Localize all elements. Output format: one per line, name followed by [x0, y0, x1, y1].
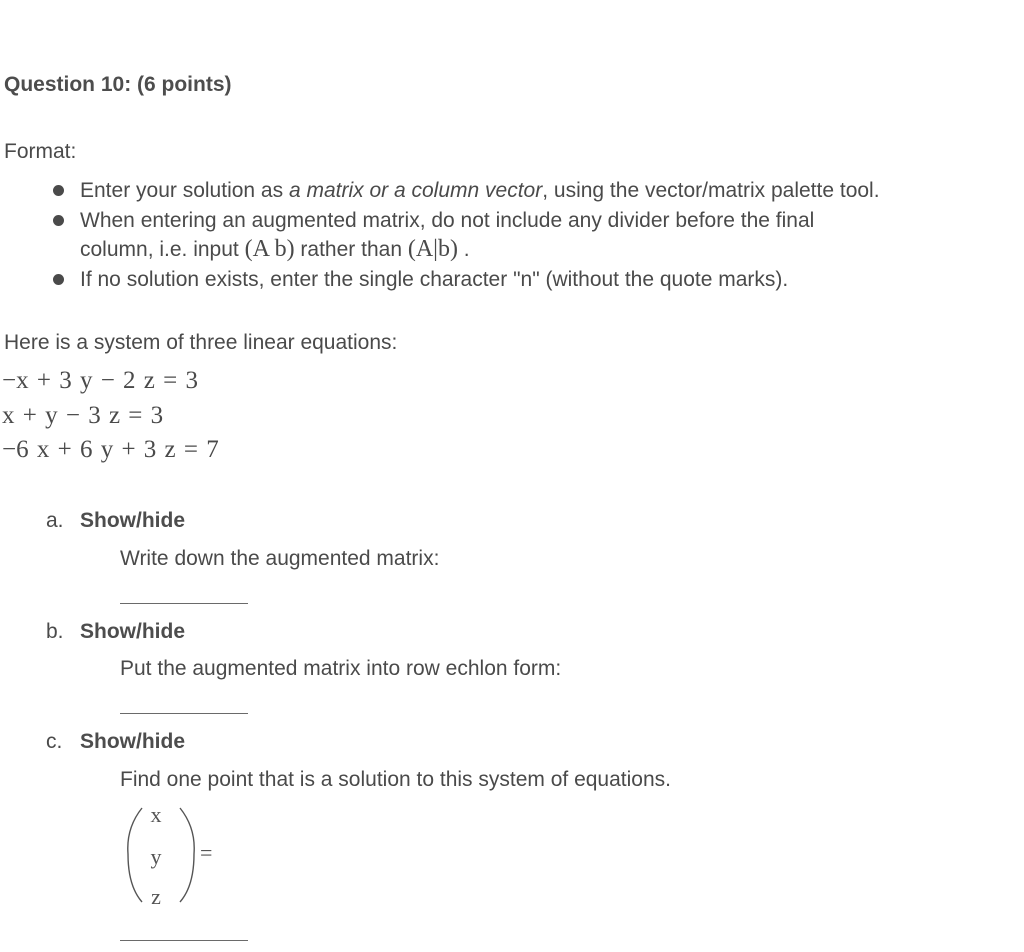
bullet-dot-icon	[53, 215, 64, 226]
vector-component-x: x	[150, 802, 162, 827]
part-a-answer-input[interactable]	[120, 603, 248, 604]
part-b-show-hide-link[interactable]: Show/hide	[80, 620, 185, 643]
part-c-instruction: Find one point that is a solution to this system of equations.	[120, 768, 671, 791]
part-a-show-hide-link[interactable]: Show/hide	[80, 509, 185, 532]
part-letter: b.	[46, 620, 64, 643]
format-bullet-2: When entering an augmented matrix, do not include any divider before the final column, i.e. input (A b) rather than (A|b) .	[48, 206, 888, 264]
bullet-dot-icon	[53, 185, 64, 196]
equation-system	[2, 364, 219, 468]
equation-1: −x + 3 y − 2 z = 3	[2, 367, 198, 394]
solution-column-vector	[124, 802, 224, 910]
part-c-show-hide-link[interactable]: Show/hide	[80, 730, 185, 753]
part-b-instruction: Put the augmented matrix into row echlon form:	[120, 657, 562, 680]
bullet-dot-icon	[53, 274, 64, 285]
part-a-header	[46, 509, 185, 533]
format-label: Format:	[4, 140, 77, 163]
equation-2: x + y − 3 z = 3	[2, 401, 164, 429]
part-b-header	[46, 620, 185, 644]
system-intro: Here is a system of three linear equations:	[4, 331, 398, 354]
part-a-instruction: Write down the augmented matrix:	[120, 547, 440, 570]
math-ab: (A b)	[244, 236, 295, 262]
equals-sign: =	[200, 840, 213, 865]
equation-3: −6 x + 6 y + 3 z = 7	[2, 436, 219, 463]
format-bullet-3: If no solution exists, enter the single character "n" (without the quote marks).	[48, 265, 888, 294]
part-c-answer-input[interactable]	[120, 940, 248, 941]
part-letter: c.	[46, 730, 63, 753]
part-letter: a.	[46, 509, 64, 532]
part-c-header	[46, 730, 185, 754]
format-bullet-1: Enter your solution as a matrix or a column vector, using the vector/matrix palette tool.	[48, 176, 888, 205]
vector-component-z: z	[151, 884, 161, 909]
part-b-answer-input[interactable]	[120, 713, 248, 714]
math-a-divider-b: (A|b)	[407, 236, 458, 262]
format-instructions-list	[48, 176, 888, 294]
question-title: Question 10: (6 points)	[4, 73, 232, 96]
vector-component-y: y	[150, 844, 162, 869]
